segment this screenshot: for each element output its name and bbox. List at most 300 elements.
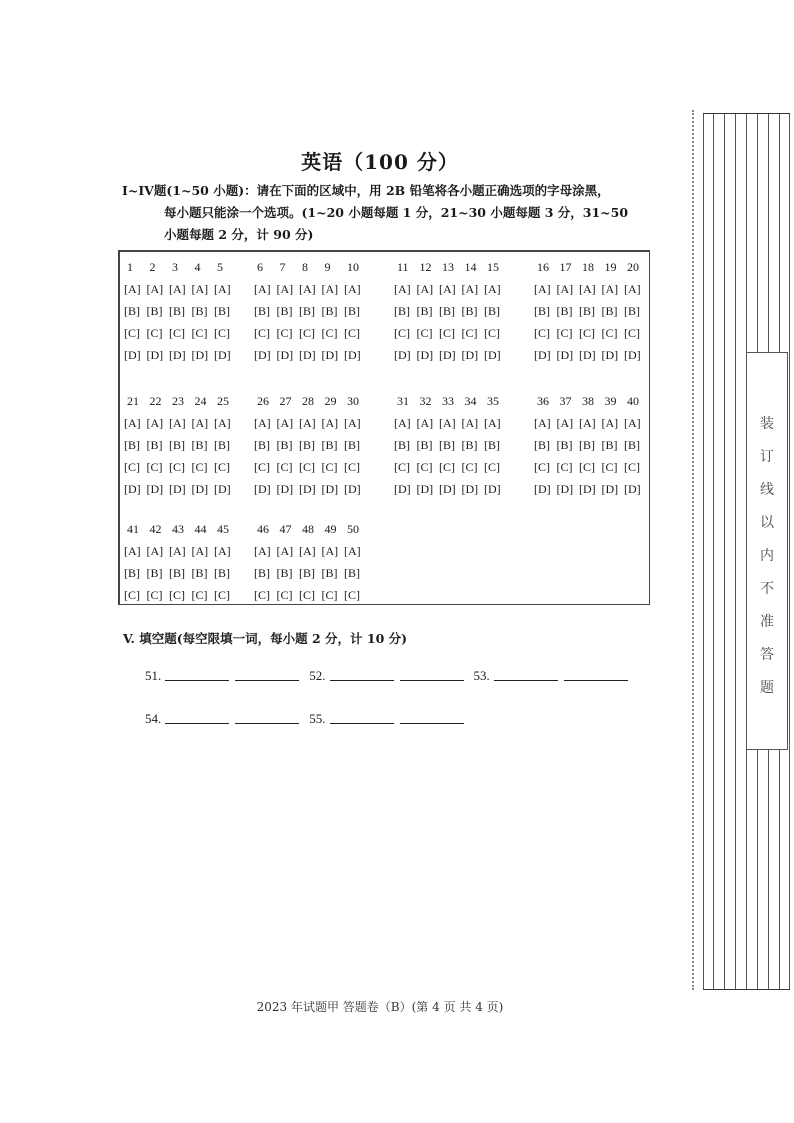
page-title: 英语（100 分） bbox=[301, 150, 459, 174]
answer-bubble[interactable]: [D] bbox=[484, 347, 501, 362]
question-number: 33 bbox=[442, 393, 454, 408]
answer-bubble[interactable]: [D] bbox=[484, 481, 501, 496]
answer-bubble[interactable]: [B] bbox=[169, 565, 185, 580]
question-number: 46 bbox=[257, 521, 269, 536]
option-row bbox=[124, 278, 237, 300]
answer-bubble[interactable]: [C] bbox=[124, 459, 140, 474]
answer-bubble[interactable]: [D] bbox=[624, 347, 641, 362]
option-row bbox=[534, 322, 647, 344]
answer-bubble[interactable]: [A] bbox=[276, 281, 294, 296]
binding-notice bbox=[746, 352, 788, 750]
answer-bubble[interactable]: [B] bbox=[624, 303, 640, 318]
fill-in-item bbox=[309, 711, 469, 727]
answer-bubble[interactable]: [D] bbox=[344, 347, 361, 362]
answer-bubble[interactable]: [B] bbox=[344, 303, 360, 318]
answer-bubble[interactable]: [B] bbox=[534, 437, 550, 452]
question-number: 31 bbox=[397, 393, 409, 408]
answer-bubble[interactable]: [D] bbox=[214, 481, 231, 496]
answer-bubble[interactable]: [C] bbox=[321, 587, 338, 602]
answer-bubble[interactable]: [A] bbox=[416, 281, 434, 296]
question-number: 35 bbox=[487, 393, 499, 408]
answer-bubble[interactable]: [C] bbox=[214, 325, 230, 340]
answer-bubble[interactable]: [C] bbox=[169, 587, 185, 602]
answer-bubble[interactable]: [A] bbox=[416, 415, 434, 430]
question-block bbox=[394, 390, 507, 500]
answer-bubble[interactable]: [C] bbox=[461, 325, 478, 340]
answer-bubble[interactable]: [C] bbox=[214, 459, 230, 474]
answer-bubble[interactable]: [A] bbox=[169, 281, 186, 296]
instructions-line-3: 小题每题 2 分，计 90 分) bbox=[164, 227, 314, 242]
question-number: 26 bbox=[257, 393, 269, 408]
answer-bubble[interactable]: [B] bbox=[439, 303, 455, 318]
answer-bubble[interactable]: [A] bbox=[124, 543, 141, 558]
answer-bubble[interactable]: [B] bbox=[394, 303, 410, 318]
answer-bubble[interactable]: [D] bbox=[534, 347, 551, 362]
question-number: 13 bbox=[442, 259, 454, 274]
answer-bubble[interactable]: [C] bbox=[276, 587, 293, 602]
answer-bubble[interactable]: [A] bbox=[299, 543, 316, 558]
question-number: 21 bbox=[127, 393, 139, 408]
answer-bubble[interactable]: [D] bbox=[439, 481, 456, 496]
question-number: 47 bbox=[279, 521, 292, 536]
answer-bubble[interactable]: [D] bbox=[461, 481, 479, 496]
answer-bubble[interactable]: [A] bbox=[276, 543, 294, 558]
answer-bubble[interactable]: [C] bbox=[321, 325, 338, 340]
answer-bubble[interactable]: [C] bbox=[601, 459, 618, 474]
question-number: 18 bbox=[582, 259, 594, 274]
question-number: 36 bbox=[537, 393, 549, 408]
option-row bbox=[254, 434, 367, 456]
option-row bbox=[254, 322, 367, 344]
answer-bubble[interactable]: [D] bbox=[579, 481, 596, 496]
binding-notice-char: 不 bbox=[760, 581, 774, 597]
question-number: 30 bbox=[347, 393, 359, 408]
option-row bbox=[254, 540, 367, 562]
option-row bbox=[534, 278, 647, 300]
option-row bbox=[124, 434, 237, 456]
answer-bubble[interactable]: [A] bbox=[344, 415, 361, 430]
answer-bubble[interactable]: [C] bbox=[534, 325, 550, 340]
answer-bubble[interactable]: [B] bbox=[254, 437, 270, 452]
answer-bubble[interactable]: [D] bbox=[556, 481, 574, 496]
answer-bubble[interactable]: [C] bbox=[556, 459, 573, 474]
answer-bubble[interactable]: [D] bbox=[461, 347, 479, 362]
answer-bubble[interactable]: [C] bbox=[169, 459, 185, 474]
answer-bubble[interactable]: [D] bbox=[254, 347, 271, 362]
answer-bubble[interactable]: [B] bbox=[276, 437, 293, 452]
question-block bbox=[534, 256, 647, 366]
answer-grid bbox=[118, 250, 650, 605]
fill-in-row-2 bbox=[145, 711, 474, 727]
answer-bubble[interactable]: [C] bbox=[556, 325, 573, 340]
answer-bubble[interactable]: [A] bbox=[534, 415, 551, 430]
answer-bubble[interactable]: [D] bbox=[416, 347, 434, 362]
option-row bbox=[124, 540, 237, 562]
question-number: 1 bbox=[127, 259, 133, 274]
answer-bubble[interactable]: [B] bbox=[624, 437, 640, 452]
answer-bubble[interactable]: [B] bbox=[146, 565, 163, 580]
answer-bubble[interactable]: [A] bbox=[321, 543, 339, 558]
answer-bubble[interactable]: [D] bbox=[169, 347, 186, 362]
fill-in-number: 53. bbox=[473, 668, 490, 683]
question-block bbox=[254, 390, 367, 500]
answer-blank[interactable] bbox=[330, 679, 394, 681]
question-number: 41 bbox=[127, 521, 139, 536]
question-number: 20 bbox=[627, 259, 639, 274]
answer-bubble[interactable]: [C] bbox=[124, 325, 140, 340]
answer-bubble[interactable]: [C] bbox=[146, 325, 163, 340]
answer-bubble[interactable]: [B] bbox=[321, 303, 338, 318]
answer-bubble[interactable]: [B] bbox=[169, 437, 185, 452]
question-number: 43 bbox=[172, 521, 184, 536]
answer-bubble[interactable]: [C] bbox=[299, 587, 315, 602]
answer-bubble[interactable]: [B] bbox=[416, 303, 433, 318]
answer-bubble[interactable]: [B] bbox=[214, 303, 230, 318]
option-row bbox=[124, 562, 237, 584]
answer-bubble[interactable]: [B] bbox=[191, 437, 208, 452]
answer-bubble[interactable]: [D] bbox=[601, 481, 619, 496]
answer-bubble[interactable]: [D] bbox=[191, 347, 209, 362]
answer-bubble[interactable]: [B] bbox=[321, 565, 338, 580]
answer-bubble[interactable]: [A] bbox=[124, 415, 141, 430]
answer-bubble[interactable]: [A] bbox=[299, 281, 316, 296]
answer-bubble[interactable]: [C] bbox=[579, 459, 595, 474]
answer-bubble[interactable]: [B] bbox=[534, 303, 550, 318]
answer-bubble[interactable]: [B] bbox=[416, 437, 433, 452]
answer-bubble[interactable]: [D] bbox=[394, 481, 411, 496]
option-row bbox=[394, 278, 507, 300]
answer-bubble[interactable]: [C] bbox=[214, 587, 230, 602]
answer-bubble[interactable]: [A] bbox=[394, 281, 411, 296]
question-number: 44 bbox=[194, 521, 207, 536]
answer-bubble[interactable]: [D] bbox=[299, 481, 316, 496]
answer-bubble[interactable]: [C] bbox=[394, 325, 410, 340]
answer-bubble[interactable]: [B] bbox=[556, 303, 573, 318]
question-number: 48 bbox=[302, 521, 314, 536]
answer-bubble[interactable]: [B] bbox=[124, 303, 140, 318]
answer-bubble[interactable]: [C] bbox=[169, 325, 185, 340]
binding-cut-line bbox=[692, 110, 694, 990]
answer-bubble[interactable]: [D] bbox=[439, 347, 456, 362]
answer-bubble[interactable]: [B] bbox=[146, 303, 163, 318]
question-block bbox=[124, 390, 237, 500]
option-row bbox=[254, 278, 367, 300]
question-number: 34 bbox=[464, 393, 477, 408]
answer-bubble[interactable]: [C] bbox=[191, 325, 208, 340]
answer-bubble[interactable]: [B] bbox=[461, 303, 478, 318]
answer-bubble[interactable]: [D] bbox=[124, 481, 141, 496]
answer-bubble[interactable]: [A] bbox=[394, 415, 411, 430]
option-row bbox=[124, 322, 237, 344]
option-row bbox=[394, 300, 507, 322]
instructions-line-1: I~IV题(1~50 小题)：请在下面的区域中，用 2B 铅笔将各小题正确选项的字母涂黑， bbox=[122, 183, 610, 198]
answer-bubble[interactable]: [A] bbox=[191, 543, 209, 558]
page-footer: 2023 年试题甲 答题卷（B）(第 4 页 共 4 页) bbox=[256, 1000, 504, 1014]
answer-bubble[interactable]: [C] bbox=[624, 459, 640, 474]
answer-bubble[interactable]: [A] bbox=[276, 415, 294, 430]
answer-bubble[interactable]: [C] bbox=[484, 459, 500, 474]
answer-bubble[interactable]: [A] bbox=[321, 415, 339, 430]
answer-bubble[interactable]: [A] bbox=[169, 415, 186, 430]
question-number: 8 bbox=[302, 259, 308, 274]
answer-bubble[interactable]: [C] bbox=[439, 459, 455, 474]
answer-bubble[interactable]: [C] bbox=[344, 587, 360, 602]
answer-bubble[interactable]: [B] bbox=[124, 437, 140, 452]
question-number: 27 bbox=[279, 393, 292, 408]
answer-bubble[interactable]: [A] bbox=[579, 415, 596, 430]
answer-bubble[interactable]: [B] bbox=[394, 437, 410, 452]
answer-bubble[interactable]: [A] bbox=[146, 415, 164, 430]
fill-in-number: 55. bbox=[309, 711, 326, 726]
answer-bubble[interactable]: [B] bbox=[484, 303, 500, 318]
answer-bubble[interactable]: [C] bbox=[579, 325, 595, 340]
answer-bubble[interactable]: [D] bbox=[321, 481, 339, 496]
answer-bubble[interactable]: [D] bbox=[146, 347, 164, 362]
answer-bubble[interactable]: [A] bbox=[191, 415, 209, 430]
answer-bubble[interactable]: [A] bbox=[254, 281, 271, 296]
answer-bubble[interactable]: [A] bbox=[461, 415, 479, 430]
binding-line bbox=[703, 114, 704, 989]
question-number: 23 bbox=[172, 393, 184, 408]
fill-in-number: 51. bbox=[145, 668, 162, 683]
answer-bubble[interactable]: [B] bbox=[484, 437, 500, 452]
answer-bubble[interactable]: [A] bbox=[214, 281, 231, 296]
answer-bubble[interactable]: [A] bbox=[146, 281, 164, 296]
question-numbers bbox=[394, 390, 507, 412]
question-number: 38 bbox=[582, 393, 594, 408]
answer-bubble[interactable]: [A] bbox=[146, 543, 164, 558]
answer-blank[interactable] bbox=[235, 679, 299, 681]
binding-notice-char: 准 bbox=[760, 614, 774, 630]
answer-blank[interactable] bbox=[165, 679, 229, 681]
option-row bbox=[394, 412, 507, 434]
answer-blank[interactable] bbox=[330, 722, 394, 724]
answer-bubble[interactable]: [C] bbox=[276, 325, 293, 340]
answer-bubble[interactable]: [B] bbox=[169, 303, 185, 318]
answer-bubble[interactable]: [A] bbox=[254, 543, 271, 558]
answer-bubble[interactable]: [D] bbox=[344, 481, 361, 496]
question-block bbox=[124, 256, 237, 366]
answer-bubble[interactable]: [C] bbox=[146, 587, 163, 602]
answer-bubble[interactable]: [A] bbox=[344, 281, 361, 296]
question-number: 6 bbox=[257, 259, 263, 274]
answer-bubble[interactable]: [A] bbox=[169, 543, 186, 558]
answer-bubble[interactable]: [B] bbox=[191, 565, 208, 580]
question-number: 3 bbox=[172, 259, 178, 274]
question-numbers bbox=[254, 256, 367, 278]
question-number: 45 bbox=[217, 521, 229, 536]
answer-bubble[interactable]: [A] bbox=[484, 281, 501, 296]
answer-bubble[interactable]: [C] bbox=[534, 459, 550, 474]
answer-bubble[interactable]: [A] bbox=[439, 415, 456, 430]
fill-in-number: 54. bbox=[145, 711, 162, 726]
question-number: 12 bbox=[419, 259, 432, 274]
answer-bubble[interactable]: [A] bbox=[534, 281, 551, 296]
answer-bubble[interactable]: [B] bbox=[299, 303, 315, 318]
answer-bubble[interactable]: [C] bbox=[124, 587, 140, 602]
answer-bubble[interactable]: [B] bbox=[124, 565, 140, 580]
question-number: 24 bbox=[194, 393, 207, 408]
answer-bubble[interactable]: [A] bbox=[299, 415, 316, 430]
answer-bubble[interactable]: [B] bbox=[276, 303, 293, 318]
answer-bubble[interactable]: [B] bbox=[321, 437, 338, 452]
question-number: 14 bbox=[464, 259, 477, 274]
answer-bubble[interactable]: [A] bbox=[484, 415, 501, 430]
answer-bubble[interactable]: [D] bbox=[416, 481, 434, 496]
question-number: 9 bbox=[324, 259, 331, 274]
answer-bubble[interactable]: [B] bbox=[214, 437, 230, 452]
option-row bbox=[124, 412, 237, 434]
answer-bubble[interactable]: [A] bbox=[601, 281, 619, 296]
answer-bubble[interactable]: [B] bbox=[146, 437, 163, 452]
answer-bubble[interactable]: [B] bbox=[344, 565, 360, 580]
answer-bubble[interactable]: [C] bbox=[344, 325, 360, 340]
answer-bubble[interactable]: [D] bbox=[601, 347, 619, 362]
answer-bubble[interactable]: [B] bbox=[276, 565, 293, 580]
answer-bubble[interactable]: [D] bbox=[146, 481, 164, 496]
question-numbers bbox=[254, 390, 367, 412]
answer-bubble[interactable]: [A] bbox=[214, 415, 231, 430]
question-number: 15 bbox=[487, 259, 499, 274]
answer-bubble[interactable]: [A] bbox=[624, 281, 641, 296]
answer-bubble[interactable]: [D] bbox=[276, 347, 294, 362]
question-number: 50 bbox=[347, 521, 359, 536]
answer-bubble[interactable]: [A] bbox=[601, 415, 619, 430]
question-number: 25 bbox=[217, 393, 229, 408]
question-number: 22 bbox=[149, 393, 162, 408]
answer-blank[interactable] bbox=[165, 722, 229, 724]
answer-bubble[interactable]: [C] bbox=[321, 459, 338, 474]
answer-bubble[interactable]: [A] bbox=[214, 543, 231, 558]
answer-bubble[interactable]: [B] bbox=[299, 565, 315, 580]
answer-blank[interactable] bbox=[564, 679, 628, 681]
answer-bubble[interactable]: [D] bbox=[299, 347, 316, 362]
fill-in-item bbox=[145, 711, 305, 727]
answer-bubble[interactable]: [D] bbox=[534, 481, 551, 496]
answer-bubble[interactable]: [C] bbox=[254, 459, 270, 474]
answer-bubble[interactable]: [C] bbox=[254, 325, 270, 340]
question-numbers bbox=[534, 256, 647, 278]
answer-bubble[interactable]: [D] bbox=[556, 347, 574, 362]
option-row bbox=[254, 300, 367, 322]
question-numbers bbox=[254, 518, 367, 540]
answer-bubble[interactable]: [D] bbox=[321, 347, 339, 362]
answer-bubble[interactable]: [B] bbox=[556, 437, 573, 452]
answer-bubble[interactable]: [D] bbox=[276, 481, 294, 496]
answer-bubble[interactable]: [B] bbox=[191, 303, 208, 318]
answer-bubble[interactable]: [C] bbox=[344, 459, 360, 474]
answer-bubble[interactable]: [A] bbox=[124, 281, 141, 296]
answer-bubble[interactable]: [D] bbox=[169, 481, 186, 496]
question-number: 2 bbox=[149, 259, 156, 274]
answer-blank[interactable] bbox=[400, 679, 464, 681]
option-row bbox=[124, 456, 237, 478]
answer-bubble[interactable]: [A] bbox=[461, 281, 479, 296]
answer-bubble[interactable]: [A] bbox=[191, 281, 209, 296]
question-number: 5 bbox=[217, 259, 223, 274]
binding-notice-char: 线 bbox=[760, 482, 774, 498]
answer-bubble[interactable]: [D] bbox=[579, 347, 596, 362]
answer-bubble[interactable]: [A] bbox=[556, 281, 574, 296]
answer-bubble[interactable]: [D] bbox=[624, 481, 641, 496]
answer-bubble[interactable]: [B] bbox=[299, 437, 315, 452]
question-number: 29 bbox=[324, 393, 337, 408]
answer-bubble[interactable]: [C] bbox=[601, 325, 618, 340]
answer-bubble[interactable]: [A] bbox=[344, 543, 361, 558]
answer-bubble[interactable]: [A] bbox=[439, 281, 456, 296]
question-block bbox=[124, 518, 237, 606]
answer-bubble[interactable]: [B] bbox=[579, 437, 595, 452]
answer-bubble[interactable]: [C] bbox=[416, 459, 433, 474]
answer-bubble[interactable]: [C] bbox=[624, 325, 640, 340]
answer-bubble[interactable]: [B] bbox=[601, 303, 618, 318]
answer-bubble[interactable]: [C] bbox=[191, 587, 208, 602]
answer-bubble[interactable]: [C] bbox=[461, 459, 478, 474]
answer-bubble[interactable]: [D] bbox=[394, 347, 411, 362]
answer-bubble[interactable]: [B] bbox=[254, 565, 270, 580]
fill-in-row-1 bbox=[145, 668, 638, 684]
option-row bbox=[394, 478, 507, 500]
answer-bubble[interactable]: [D] bbox=[254, 481, 271, 496]
answer-bubble[interactable]: [B] bbox=[461, 437, 478, 452]
answer-bubble[interactable]: [A] bbox=[556, 415, 574, 430]
fill-in-item bbox=[309, 668, 469, 684]
answer-bubble[interactable]: [C] bbox=[191, 459, 208, 474]
answer-bubble[interactable]: [C] bbox=[254, 587, 270, 602]
answer-bubble[interactable]: [C] bbox=[439, 325, 455, 340]
option-row bbox=[534, 300, 647, 322]
answer-bubble[interactable]: [D] bbox=[124, 347, 141, 362]
answer-blank[interactable] bbox=[235, 722, 299, 724]
question-number: 28 bbox=[302, 393, 314, 408]
question-number: 17 bbox=[559, 259, 572, 274]
answer-bubble[interactable]: [B] bbox=[254, 303, 270, 318]
answer-bubble[interactable]: [C] bbox=[394, 459, 410, 474]
answer-blank[interactable] bbox=[494, 679, 558, 681]
answer-bubble[interactable]: [D] bbox=[214, 347, 231, 362]
option-row bbox=[534, 478, 647, 500]
answer-bubble[interactable]: [B] bbox=[344, 437, 360, 452]
instructions bbox=[122, 180, 662, 246]
binding-notice-char: 以 bbox=[760, 515, 774, 531]
answer-bubble[interactable]: [A] bbox=[254, 415, 271, 430]
answer-bubble[interactable]: [C] bbox=[146, 459, 163, 474]
answer-bubble[interactable]: [A] bbox=[321, 281, 339, 296]
question-number: 7 bbox=[279, 259, 286, 274]
option-row bbox=[124, 478, 237, 500]
question-numbers bbox=[124, 390, 237, 412]
answer-bubble[interactable]: [B] bbox=[601, 437, 618, 452]
option-row bbox=[534, 456, 647, 478]
question-numbers bbox=[394, 256, 507, 278]
answer-bubble[interactable]: [C] bbox=[484, 325, 500, 340]
answer-bubble[interactable]: [A] bbox=[624, 415, 641, 430]
answer-bubble[interactable]: [C] bbox=[276, 459, 293, 474]
answer-bubble[interactable]: [C] bbox=[299, 459, 315, 474]
option-row bbox=[534, 344, 647, 366]
answer-bubble[interactable]: [C] bbox=[299, 325, 315, 340]
question-block bbox=[254, 518, 367, 606]
answer-bubble[interactable]: [D] bbox=[191, 481, 209, 496]
option-row bbox=[254, 344, 367, 366]
answer-bubble[interactable]: [C] bbox=[416, 325, 433, 340]
answer-blank[interactable] bbox=[400, 722, 464, 724]
answer-bubble[interactable]: [B] bbox=[439, 437, 455, 452]
binding-line bbox=[789, 114, 790, 989]
answer-bubble[interactable]: [B] bbox=[214, 565, 230, 580]
answer-bubble[interactable]: [A] bbox=[579, 281, 596, 296]
answer-bubble[interactable]: [B] bbox=[579, 303, 595, 318]
